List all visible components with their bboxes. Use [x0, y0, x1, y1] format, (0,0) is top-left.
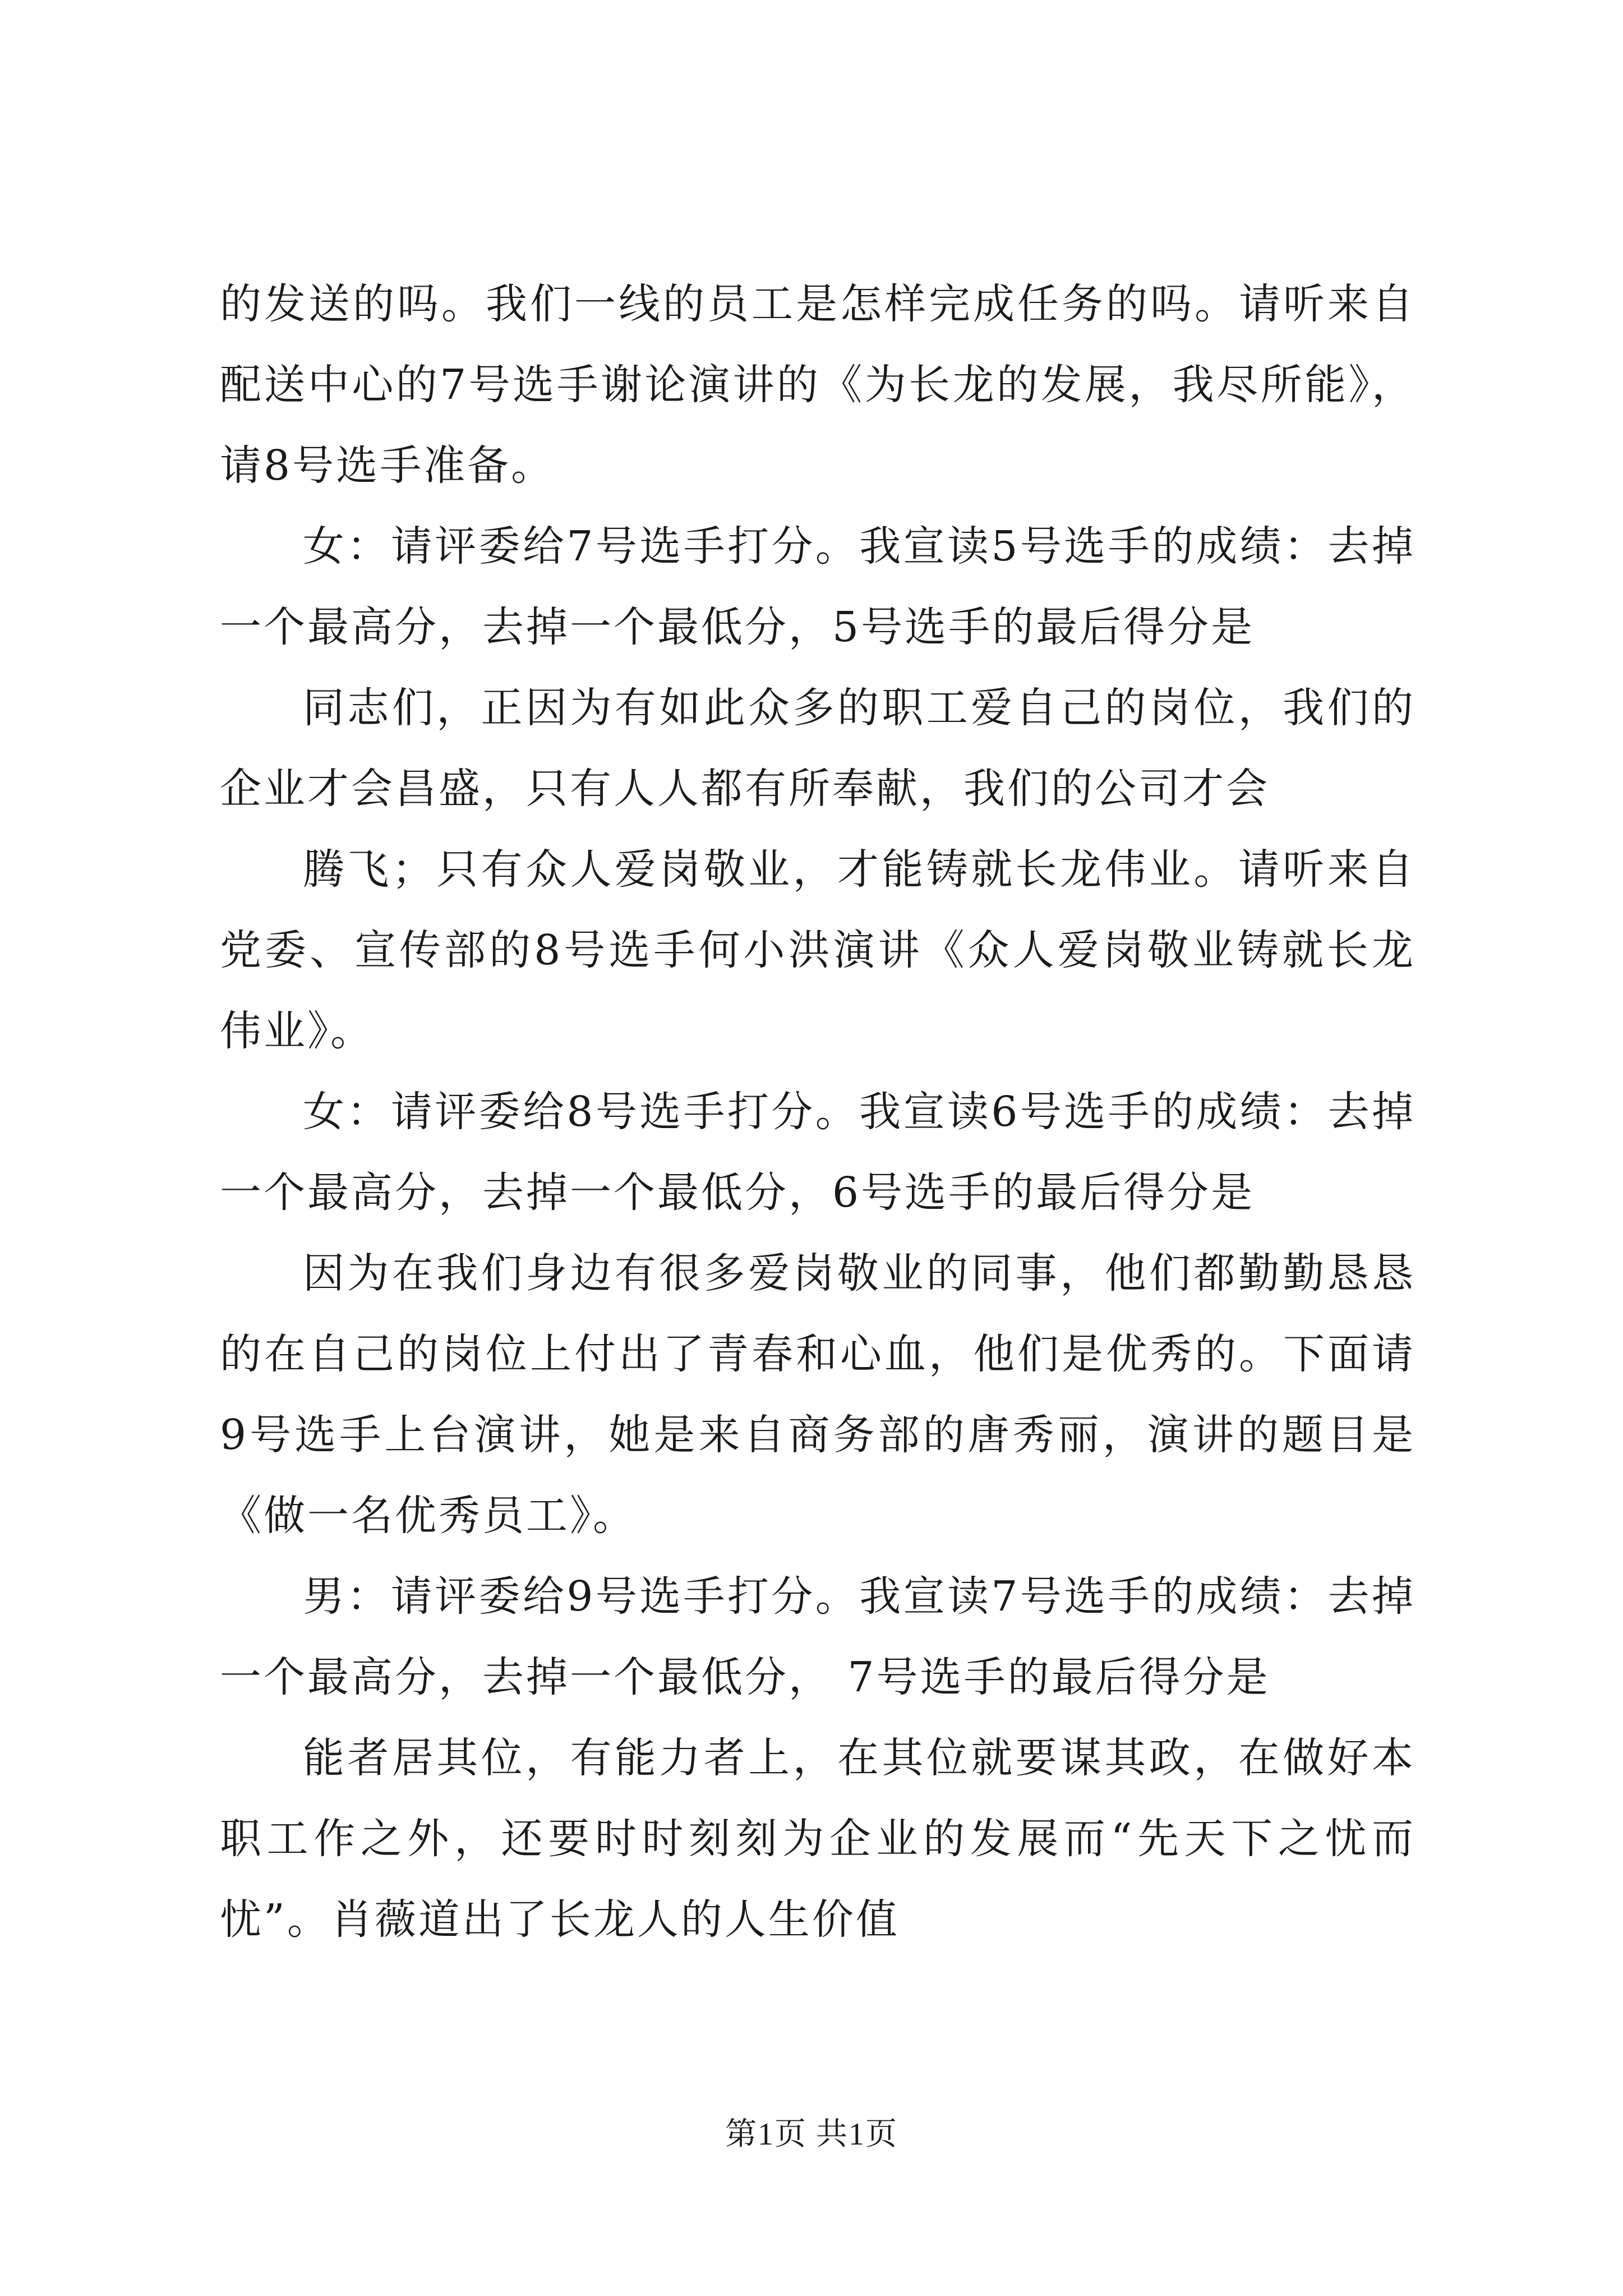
paragraph-1: 的发送的吗。我们一线的员工是怎样完成任务的吗。请听来自配送中心的7号选手谢论演讲的《为长龙的发展，我尽所能》，请8号选手准备。: [220, 280, 1415, 490]
paragraph-4: 腾飞；只有众人爱岗敬业，才能铸就长龙伟业。请听来自党委、宣传部的8号选手何小洪演讲《众人爱岗敬业铸就长龙伟业》。: [220, 845, 1415, 1055]
page-number-footer: 第1页 共1页: [725, 2117, 898, 2152]
paragraph-3: 同志们，正因为有如此众多的职工爱自己的岗位，我们的企业才会昌盛，只有人人都有所奉献，我们的公司才会: [220, 684, 1415, 813]
paragraph-6: 因为在我们身边有很多爱岗敬业的同事，他们都勤勤恳恳的在自己的岗位上付出了青春和心血，他们是优秀的。下面请9号选手上台演讲，她是来自商务部的唐秀丽，演讲的题目是《做一名优秀员工》。: [220, 1249, 1415, 1540]
document-body: [220, 264, 1415, 1960]
paragraph-8: 能者居其位，有能力者上，在其位就要谋其政，在做好本职工作之外，还要时时刻刻为企业的发展而“先天下之忧而忧”。肖薇道出了长龙人的人生价值: [220, 1734, 1415, 1944]
paragraph-7: 男：请评委给9号选手打分。我宣读7号选手的成绩：去掉一个最高分，去掉一个最低分， 7号选手的最后得分是: [220, 1572, 1415, 1701]
paragraph-5: 女：请评委给8号选手打分。我宣读6号选手的成绩：去掉一个最高分，去掉一个最低分，6号选手的最后得分是: [220, 1088, 1415, 1217]
paragraph-2: 女：请评委给7号选手打分。我宣读5号选手的成绩：去掉一个最高分，去掉一个最低分，5号选手的最后得分是: [220, 522, 1415, 651]
